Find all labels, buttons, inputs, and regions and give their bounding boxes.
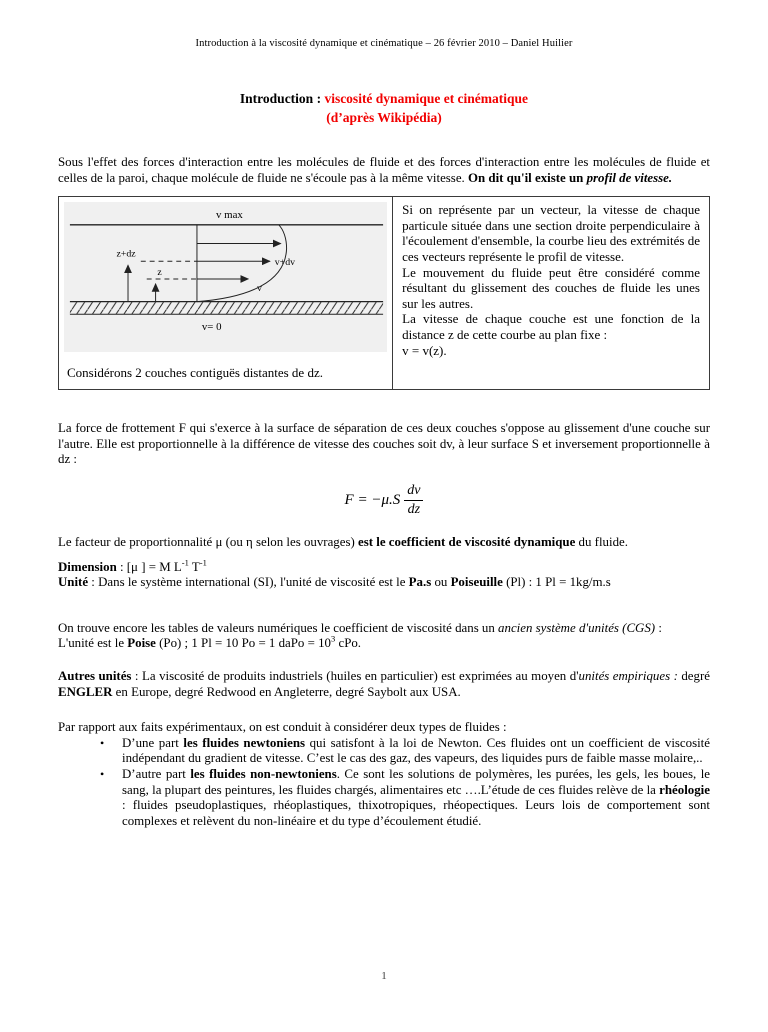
bullet-icon: • <box>100 766 105 781</box>
newton-viscosity-formula <box>58 483 710 518</box>
list-item-non-newtonian <box>58 767 710 829</box>
friction-paragraph: La force de frottement F qui s'exerce à la surface de séparation de ces deux couches s'oppose au glissement d'une couche sur l'autre. Elle est proportionnelle à la différence de vitesse des couches soit dv, à leur surface S et inversement proportionnelle à dz : <box>58 421 710 467</box>
velocity-profile-diagram <box>64 202 387 352</box>
label-z-dz: z+dz <box>116 248 136 260</box>
figure-text-paragraph: Le mouvement du fluide peut être considéré comme résultant du glissement des couches de fluide les unes sur les autres. <box>402 264 700 311</box>
text-run-bold: rhéologie <box>659 782 710 797</box>
text-run: D’autre part <box>122 766 191 781</box>
text-run-bold-italic: profil de vitesse. <box>586 170 673 185</box>
figure-cell <box>59 197 393 390</box>
exponent: -1 <box>181 557 189 568</box>
text-run: L'unité est le <box>58 636 128 651</box>
dimension-line <box>58 557 710 576</box>
text-run: . Ce sont les solutions de polymères, les purées, les gels, les boues, le sang, la plupart des peintures, les fluides chargés, alimentaires etc ….L’étude de ces fluides relève de la <box>122 766 711 797</box>
text-run: T <box>188 559 200 574</box>
text-run: Sous l'effet des forces d'interaction entre les molécules de fluide et des forces d'interaction entre les molécules de fluide et celles de la paroi, chaque molécule de fluide ne s'écoule pas à la même vitesse. <box>58 155 710 185</box>
text-run: degré <box>677 668 710 683</box>
exponent: 3 <box>331 634 336 645</box>
bullet-icon: • <box>100 735 105 750</box>
text-run: : La viscosité de produits industriels (huiles en particulier) est exprimées au moyen d' <box>131 668 579 683</box>
text-run: : [μ ] = M L <box>116 559 182 574</box>
text-run: en Europe, degré Redwood en Angleterre, degré Saybolt aux USA. <box>112 684 461 699</box>
text-run: : fluides pseudoplastiques, rhéoplastiques, thixotropiques, rhéopectiques. Leurs lois de comportement sont complexes et relèvent du non-linéaire et du type d’écoulement étudié. <box>122 798 710 828</box>
label-v0: v= 0 <box>201 321 222 334</box>
intro-paragraph <box>58 155 710 186</box>
text-run: Le facteur de proportionnalité μ (ou η selon les ouvrages) <box>58 534 359 549</box>
document-title <box>58 89 710 127</box>
formula-numerator: dv <box>404 483 423 501</box>
text-run-bold: est le coefficient de viscosité dynamique <box>358 534 576 549</box>
dimension-unit-block <box>58 557 710 591</box>
fluid-types-list <box>58 736 710 830</box>
text-run: du fluide. <box>575 534 628 549</box>
page-number: 1 <box>381 970 387 982</box>
velocity-profile-svg <box>64 202 389 352</box>
figure-text-paragraph: Si on représente par un vecteur, la vitesse de chaque particule située dans une section droite perpendiculaire à l'écoulement d'ensemble, la courbe lieu des extrémités de ces vecteurs représente le profil de vitesse. <box>402 202 700 264</box>
text-run-bold: Poiseuille <box>450 575 503 590</box>
label-v: v <box>257 282 262 294</box>
proportionality-paragraph <box>58 535 710 551</box>
figure-text-paragraph: v = v(z). <box>402 342 447 358</box>
text-run-bold: Pa.s <box>408 575 432 590</box>
formula-lhs: F = −μ.S <box>344 491 401 508</box>
title-red-part: viscosité dynamique et cinématique <box>324 91 529 106</box>
list-item-newtonian <box>58 736 710 767</box>
unit-label: Unité <box>58 575 89 590</box>
title-prefix: Introduction : <box>239 91 325 106</box>
other-units-paragraph <box>58 669 710 700</box>
text-run: : Dans le système international (SI), l'unité de viscosité est le <box>88 575 409 590</box>
text-run: cPo. <box>335 636 362 651</box>
wall-hatching <box>70 302 383 314</box>
figure-text-cell <box>393 197 710 390</box>
title-subtitle: (d’après Wikipédia) <box>326 110 442 125</box>
label-z: z <box>157 267 162 279</box>
text-run: : <box>655 620 662 635</box>
text-run-bold: les fluides newtoniens <box>183 735 306 750</box>
text-run-bold: Autres unités <box>58 668 132 683</box>
text-run-bold: les fluides non-newtoniens <box>190 766 337 781</box>
figure-text-paragraph: La vitesse de chaque couche est une fonction de la distance z de cette courbe au plan fixe : <box>402 311 700 342</box>
text-run-bold: On dit qu'il existe un <box>468 170 587 185</box>
text-run: (Po) ; 1 Pl = 10 Po = 1 daPo = 10 <box>155 636 331 651</box>
text-run: D’une part <box>122 735 184 750</box>
formula-denominator: dz <box>407 501 421 517</box>
text-run-italic: unités empiriques : <box>578 668 678 683</box>
cgs-paragraph <box>58 621 710 637</box>
text-run-bold: ENGLER <box>58 684 113 699</box>
text-run-italic: ancien système d'unités (CGS) <box>498 620 656 635</box>
formula-fraction <box>404 483 423 518</box>
exponent: -1 <box>199 557 207 568</box>
figure-caption: Considérons 2 couches contiguës distantes de dz. <box>67 365 323 381</box>
unit-line <box>58 575 710 591</box>
velocity-profile-curve <box>197 225 287 302</box>
poise-line <box>58 636 710 652</box>
label-v-dv: v+dv <box>274 257 296 269</box>
text-run: qui satisfont à la loi de Newton. Ces fluides ont un coefficient de viscosité indépendant du gradient de vitesse. C’est le cas des gaz, des vapeurs, des liquides purs de faible masse molaire,.. <box>122 735 710 766</box>
dimension-label: Dimension <box>58 559 117 574</box>
running-header: Introduction à la viscosité dynamique et cinématique – 26 février 2010 – Daniel Huilier <box>195 38 573 49</box>
label-v-max: v max <box>216 209 243 222</box>
text-run-bold: Poise <box>127 636 156 651</box>
fluid-types-intro: Par rapport aux faits expérimentaux, on est conduit à considérer deux types de fluides : <box>58 720 507 735</box>
cgs-block <box>58 621 710 652</box>
page-content <box>0 38 768 829</box>
figure-table <box>58 196 710 390</box>
text-run: On trouve encore les tables de valeurs numériques le coefficient de viscosité dans un <box>58 620 499 635</box>
text-run: (Pl) : 1 Pl = 1kg/m.s <box>502 575 611 590</box>
document-page <box>0 38 768 1032</box>
text-run: ou <box>431 575 451 590</box>
